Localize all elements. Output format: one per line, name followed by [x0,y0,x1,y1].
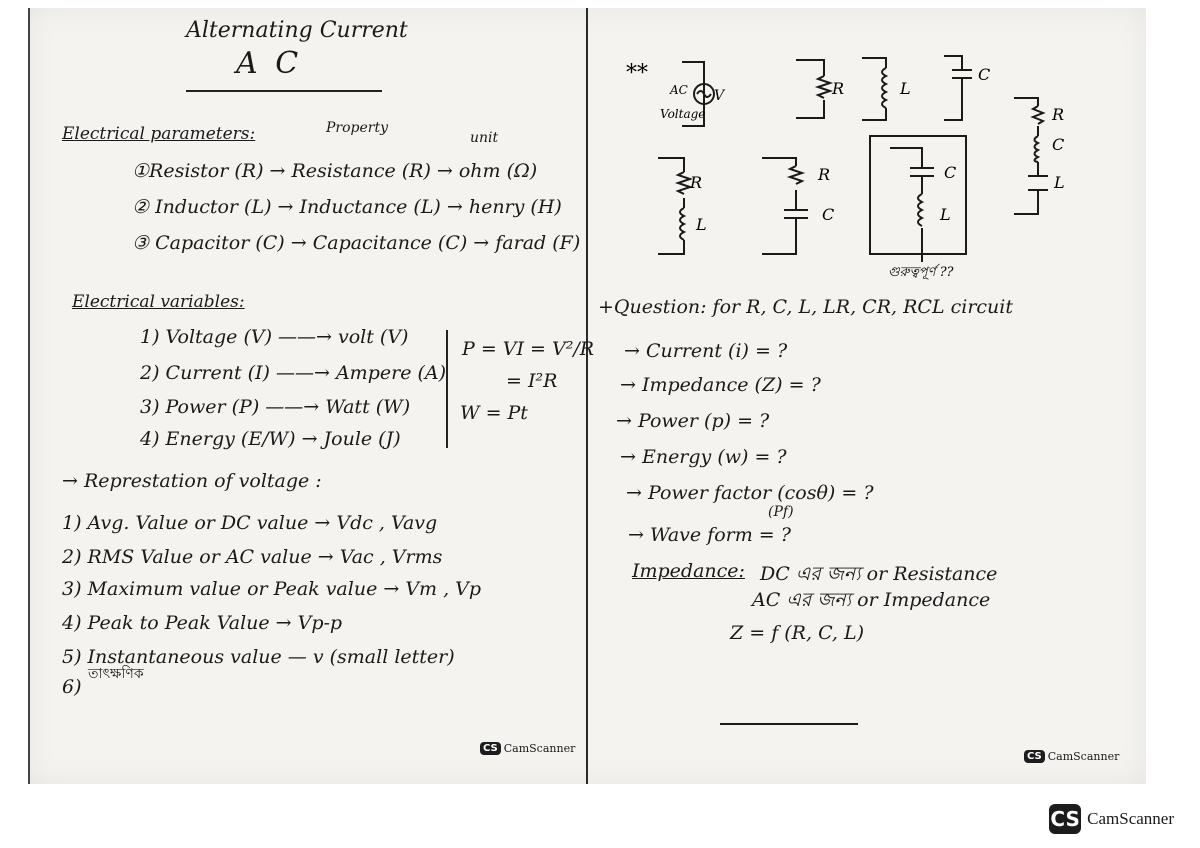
stars-label: ** [626,61,648,86]
l-label-rlc: L [1054,173,1065,192]
camscanner-text-left: CamScanner [503,742,576,755]
power-formula-alt: = I²R [506,370,558,392]
electrical-parameters-heading: Electrical parameters: [62,124,256,144]
l-label-box: L [940,205,951,224]
power-factor-note: (Pf) [768,504,794,520]
camscanner-mark-right [1024,750,1119,763]
representation-row-rms: 2) RMS Value or AC value → Vac , Vrms [62,546,443,568]
representation-row-peak: 3) Maximum value or Peak value → Vm , Vp [62,578,482,600]
lr-circuit-wire [658,158,684,254]
lr-resistor-symbol [678,172,690,194]
parameter-row-resistor: ①Resistor (R) → Resistance (R) → ohm (Ω) [132,160,538,182]
impedance-heading: Impedance: [632,560,745,582]
l-label-1: L [900,79,911,98]
representation-row-peak-to-peak: 4) Peak to Peak Value → Vp-p [62,612,343,634]
capacitor-circuit-wire [944,56,962,120]
representation-row-avg: 1) Avg. Value or DC value → Vdc , Vavg [62,512,438,534]
l-label-lr: L [696,215,707,234]
variable-row-voltage: 1) Voltage (V) ——→ volt (V) [140,326,409,348]
r-label-lr: R [690,173,703,192]
bengali-question: গুরুত্বপূর্ণ ?? [888,265,954,280]
question-current: → Current (i) = ? [624,340,788,362]
camscanner-watermark-text: CamScanner [1087,809,1174,828]
cr-circuit-wire [762,158,796,254]
boxed-capacitor-symbol [910,168,934,176]
question-waveform: → Wave form = ? [628,524,791,546]
representation-row-6: 6) [62,676,82,698]
representation-heading: → Represtation of voltage : [62,470,322,492]
rlc-capacitor-symbol [1028,176,1048,190]
question-impedance: → Impedance (Z) = ? [620,374,821,396]
camscanner-logo-icon: CS [1024,750,1045,763]
resistor-symbol [818,76,830,98]
ac-label: AC [670,83,688,97]
page-title-abbr: A C [236,46,303,81]
camscanner-watermark [1049,804,1174,834]
boxed-circuit-frame [870,136,966,254]
impedance-line-ac: AC এর জন্য or Impedance [752,589,991,611]
question-power-factor: → Power factor (cosθ) = ? [626,482,874,504]
impedance-line-dc: DC এর জন্য or Resistance [760,563,998,585]
question-energy: → Energy (w) = ? [620,446,787,468]
lr-inductor-symbol [680,208,684,240]
resistor-circuit-wire [796,60,824,118]
representation-row-instantaneous: 5) Instantaneous value — v (small letter) [62,646,455,668]
c-label-cr: C [822,205,835,224]
bengali-note: তাৎক্ষণিক [88,666,144,682]
v-label: V [714,88,725,104]
property-label: Property [326,120,389,136]
r-label-cr: R [818,165,831,184]
variable-row-power: 3) Power (P) ——→ Watt (W) [140,396,411,418]
impedance-formula: Z = f (R, C, L) [730,622,865,644]
energy-formula: W = Pt [460,402,528,424]
cr-resistor-symbol [790,166,802,184]
inductor-symbol [882,68,886,108]
power-formula: P = VI = V²/R [462,338,595,360]
variable-row-current: 2) Current (I) ——→ Ampere (A) [140,362,447,384]
camscanner-watermark-icon: CS [1049,804,1081,834]
r-label-1: R [832,79,845,98]
parameter-row-inductor: ② Inductor (L) → Inductance (L) → henry (H) [132,196,562,218]
question-power: → Power (p) = ? [616,410,770,432]
electrical-variables-heading: Electrical variables: [72,292,245,312]
capacitor-symbol [952,70,972,78]
camscanner-logo-icon: CS [480,742,501,755]
cr-capacitor-symbol [784,210,808,218]
c-label-1: C [978,65,991,84]
unit-label: unit [470,130,499,146]
camscanner-text-right: CamScanner [1047,750,1120,763]
boxed-inductor-symbol [918,194,922,226]
rlc-inductor-symbol [1035,136,1039,162]
rlc-resistor-symbol [1033,106,1043,124]
page-title: Alternating Current [186,18,408,43]
c-label-rlc: C [1052,135,1065,154]
variable-row-energy: 4) Energy (E/W) → Joule (J) [140,428,401,450]
r-label-rlc: R [1052,105,1065,124]
question-heading: +Question: for R, C, L, LR, CR, RCL circuit [598,296,1013,318]
voltage-label: Voltage [660,107,706,121]
parameter-row-capacitor: ③ Capacitor (C) → Capacitance (C) → farad (F) [132,232,581,254]
c-label-box: C [944,163,957,182]
